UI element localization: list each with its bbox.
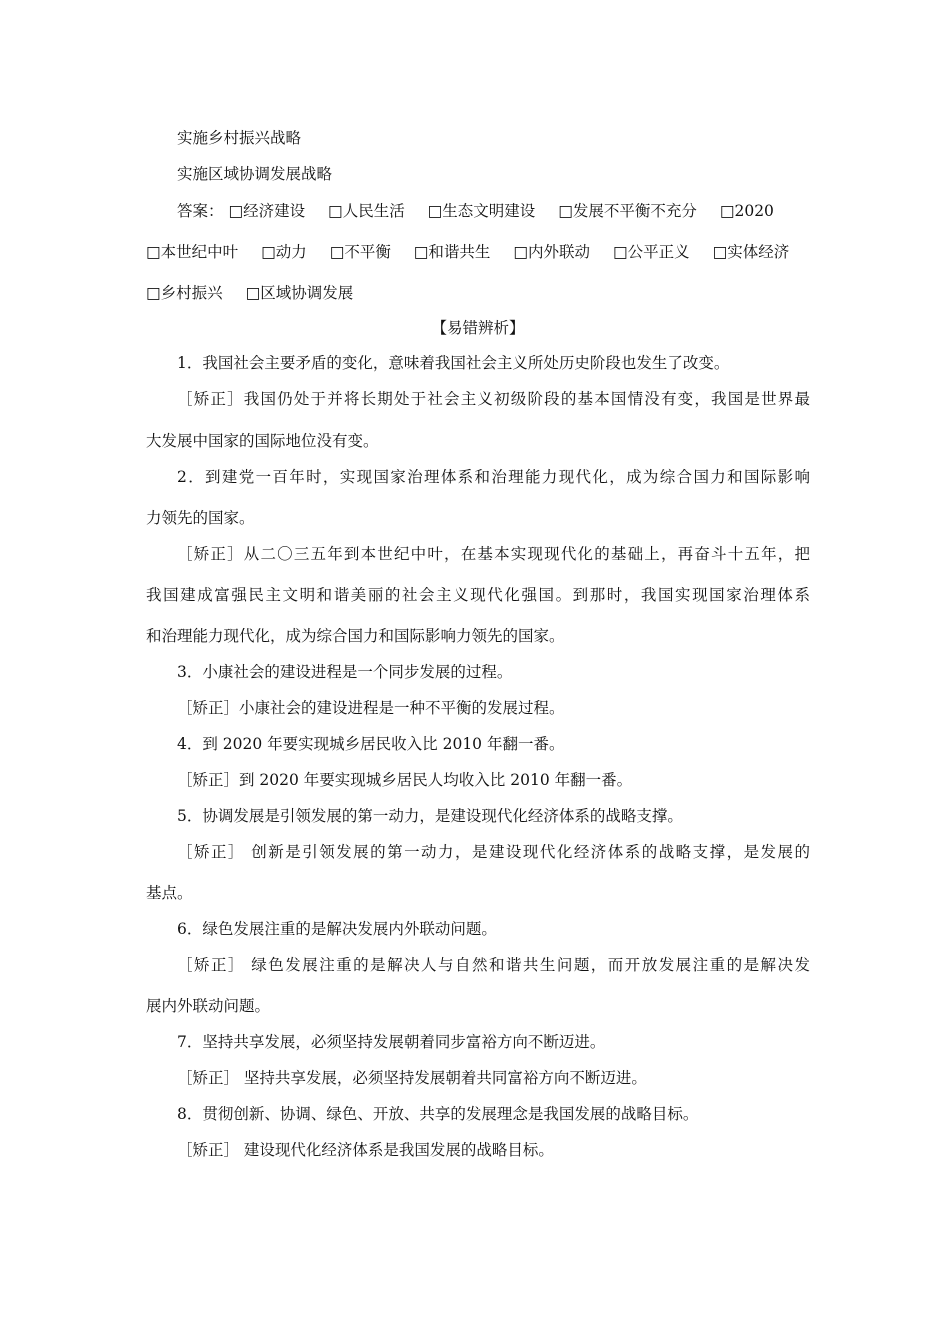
answer-item: □生态文明建设 bbox=[427, 202, 536, 220]
correction-4: ［矫正］到 2020 年要实现城乡居民人均收入比 2010 年翻一番。 bbox=[177, 771, 633, 789]
answer-item: □不平衡 bbox=[329, 243, 391, 261]
correction-1: ［矫正］我国仍处于并将长期处于社会主义初级阶段的基本国情没有变，我国是世界最 bbox=[177, 390, 810, 408]
correction-5-cont: 基点。 bbox=[146, 884, 193, 902]
answer-item: □动力 bbox=[261, 243, 307, 261]
answer-item: □公平正义 bbox=[612, 243, 690, 261]
question-6: 6．绿色发展注重的是解决发展内外联动问题。 bbox=[177, 920, 497, 938]
answer-item: □内外联动 bbox=[513, 243, 591, 261]
correction-6-cont: 展内外联动问题。 bbox=[146, 997, 271, 1015]
correction-7: ［矫正］ 坚持共享发展，必须坚持发展朝着共同富裕方向不断迈进。 bbox=[177, 1069, 647, 1087]
question-7: 7．坚持共享发展，必须坚持发展朝着同步富裕方向不断迈进。 bbox=[177, 1033, 606, 1051]
question-3: 3．小康社会的建设进程是一个同步发展的过程。 bbox=[177, 663, 513, 681]
correction-2: ［矫正］从二〇三五年到本世纪中叶，在基本实现现代化的基础上，再奋斗十五年，把 bbox=[177, 545, 810, 563]
correction-8: ［矫正］ 建设现代化经济体系是我国发展的战略目标。 bbox=[177, 1141, 554, 1159]
answer-label: 答案： bbox=[177, 202, 224, 220]
answer-item: □和谐共生 bbox=[413, 243, 491, 261]
answer-item: □2020 bbox=[719, 202, 774, 220]
text-line: 实施乡村振兴战略 bbox=[177, 129, 302, 147]
correction-2-cont: 和治理能力现代化，成为综合国力和国际影响力领先的国家。 bbox=[146, 627, 565, 645]
answer-line-1 bbox=[177, 200, 810, 222]
question-2: 2．到建党一百年时，实现国家治理体系和治理能力现代化，成为综合国力和国际影响 bbox=[177, 468, 810, 486]
question-5: 5．协调发展是引领发展的第一动力，是建设现代化经济体系的战略支撑。 bbox=[177, 807, 683, 825]
answer-item: □实体经济 bbox=[712, 243, 790, 261]
section-heading: 【易错辨析】 bbox=[431, 319, 525, 337]
text-line: 实施区域协调发展战略 bbox=[177, 165, 333, 183]
answer-item: □发展不平衡不充分 bbox=[558, 202, 697, 220]
correction-6: ［矫正］ 绿色发展注重的是解决人与自然和谐共生问题，而开放发展注重的是解决发 bbox=[177, 956, 810, 974]
correction-5: ［矫正］ 创新是引领发展的第一动力，是建设现代化经济体系的战略支撑，是发展的 bbox=[177, 843, 810, 861]
correction-1-cont: 大发展中国家的国际地位没有变。 bbox=[146, 432, 379, 450]
answer-item: □本世纪中叶 bbox=[146, 243, 239, 261]
answer-item: □乡村振兴 bbox=[146, 284, 223, 302]
question-1: 1．我国社会主要矛盾的变化，意味着我国社会主义所处历史阶段也发生了改变。 bbox=[177, 354, 730, 372]
answer-line-2 bbox=[146, 241, 810, 263]
correction-2-cont: 我国建成富强民主文明和谐美丽的社会主义现代化强国。到那时，我国实现国家治理体系 bbox=[146, 586, 810, 604]
answer-item: □经济建设 bbox=[228, 202, 306, 220]
correction-3: ［矫正］小康社会的建设进程是一种不平衡的发展过程。 bbox=[177, 699, 565, 717]
answer-item: □区域协调发展 bbox=[245, 284, 354, 302]
question-2-cont: 力领先的国家。 bbox=[146, 509, 255, 527]
answer-item: □人民生活 bbox=[328, 202, 405, 220]
answer-line-3 bbox=[146, 282, 810, 304]
question-8: 8．贯彻创新、协调、绿色、开放、共享的发展理念是我国发展的战略目标。 bbox=[177, 1105, 699, 1123]
question-4: 4．到 2020 年要实现城乡居民收入比 2010 年翻一番。 bbox=[177, 735, 565, 753]
